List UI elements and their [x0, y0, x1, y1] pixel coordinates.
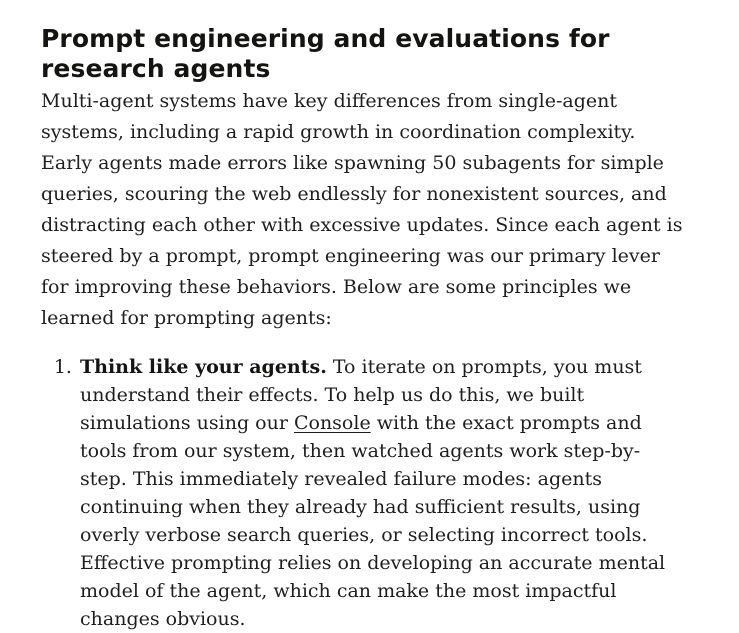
list-item-heading: Think like your agents. — [80, 356, 327, 378]
principles-list — [41, 353, 701, 633]
list-item-text: To iterate on prompts, you must understand their effects. To help us do this, we built simulations using our — [80, 356, 642, 434]
console-link[interactable]: Console — [293, 412, 371, 434]
intro-paragraph: Multi-agent systems have key differences from single-agent systems, including a rapid growth in coordination complexity. Early agents made errors like spawning 50 subagents for simple queries, scouring the web endlessly for nonexistent sources, and distracting each other with excessive updates. Since each agent is steered by a prompt, prompt engineering was our primary lever for improving these behaviors. Below are some principles we learned for prompting agents: — [41, 90, 683, 329]
article-section — [41, 24, 701, 633]
list-item-text-continued: with the exact prompts and tools from our system, then watched agents work step-by-step. This immediately revealed failure modes: agents continuing when they already had sufficient results, using overly verbose search queries, or selecting incorrect tools. Effective prompting relies on developing an accurate mental model of the agent, which can make the most impactful changes obvious. — [80, 412, 666, 630]
section-heading: Prompt engineering and evaluations for research agents — [41, 24, 610, 83]
list-item-think-like-agents — [78, 353, 680, 633]
